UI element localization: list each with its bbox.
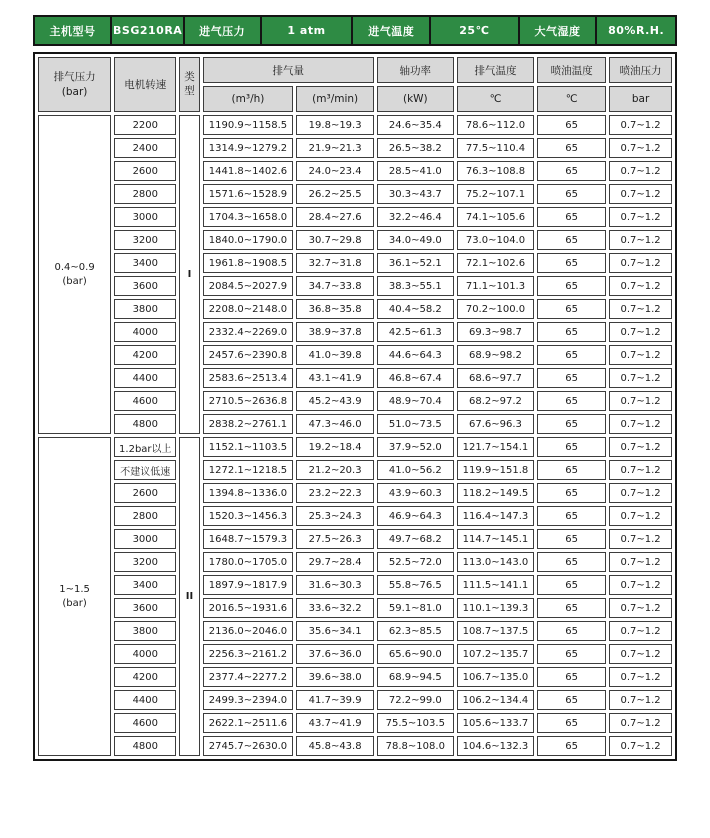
exhaust-temp-cell: 67.6~96.3 [457, 414, 534, 434]
oil-pressure-cell: 0.7~1.2 [609, 138, 672, 158]
flow-h-cell: 1441.8~1402.6 [203, 161, 294, 181]
oil-temp-cell: 65 [537, 253, 606, 273]
col-header-type-line2: 型 [184, 84, 195, 97]
spec-row [38, 184, 672, 204]
motor-speed-cell: 4400 [114, 690, 176, 710]
spec-row [38, 115, 672, 135]
spec-row [38, 713, 672, 733]
spec-row [38, 230, 672, 250]
spec-row [38, 437, 672, 457]
oil-temp-cell: 65 [537, 690, 606, 710]
pressure-range-value: 1~1.5 [59, 583, 90, 595]
oil-pressure-cell: 0.7~1.2 [609, 644, 672, 664]
power-cell: 68.9~94.5 [377, 667, 454, 687]
oil-pressure-cell: 0.7~1.2 [609, 368, 672, 388]
exhaust-temp-cell: 106.7~135.0 [457, 667, 534, 687]
oil-pressure-cell: 0.7~1.2 [609, 345, 672, 365]
exhaust-temp-cell: 68.2~97.2 [457, 391, 534, 411]
col-header-exhaust-pressure [38, 57, 111, 112]
exhaust-temp-cell: 104.6~132.3 [457, 736, 534, 756]
oil-temp-cell: 65 [537, 115, 606, 135]
col-header-exhaust-pressure-unit: (bar) [61, 85, 88, 98]
oil-pressure-cell: 0.7~1.2 [609, 598, 672, 618]
power-cell: 41.0~56.2 [377, 460, 454, 480]
flow-h-cell: 1190.9~1158.5 [203, 115, 294, 135]
oil-temp-cell: 65 [537, 161, 606, 181]
spec-row [38, 368, 672, 388]
motor-speed-cell: 4400 [114, 368, 176, 388]
oil-temp-cell: 65 [537, 299, 606, 319]
oil-pressure-cell: 0.7~1.2 [609, 529, 672, 549]
oil-temp-cell: 65 [537, 575, 606, 595]
motor-speed-cell: 4000 [114, 322, 176, 342]
power-cell: 62.3~85.5 [377, 621, 454, 641]
spec-row [38, 575, 672, 595]
exhaust-temp-cell: 107.2~135.7 [457, 644, 534, 664]
exhaust-temp-cell: 111.5~141.1 [457, 575, 534, 595]
exhaust-temp-cell: 114.7~145.1 [457, 529, 534, 549]
flow-min-cell: 43.1~41.9 [296, 368, 373, 388]
oil-pressure-cell: 0.7~1.2 [609, 115, 672, 135]
motor-speed-cell: 2400 [114, 138, 176, 158]
flow-min-cell: 47.3~46.0 [296, 414, 373, 434]
power-cell: 34.0~49.0 [377, 230, 454, 250]
flow-h-cell: 1272.1~1218.5 [203, 460, 294, 480]
col-header-shaft-power: 轴功率 [377, 57, 454, 83]
unit-exhaust-temp: ℃ [457, 86, 534, 112]
motor-speed-cell: 3200 [114, 230, 176, 250]
flow-min-cell: 33.6~32.2 [296, 598, 373, 618]
oil-pressure-cell: 0.7~1.2 [609, 322, 672, 342]
spec-row [38, 598, 672, 618]
top-header-table [33, 15, 677, 46]
oil-temp-cell: 65 [537, 598, 606, 618]
flow-h-cell: 2745.7~2630.0 [203, 736, 294, 756]
oil-temp-cell: 65 [537, 460, 606, 480]
oil-temp-cell: 65 [537, 184, 606, 204]
flow-h-cell: 2332.4~2269.0 [203, 322, 294, 342]
spec-row [38, 644, 672, 664]
flow-h-cell: 1394.8~1336.0 [203, 483, 294, 503]
flow-min-cell: 29.7~28.4 [296, 552, 373, 572]
exhaust-temp-cell: 110.1~139.3 [457, 598, 534, 618]
flow-min-cell: 34.7~33.8 [296, 276, 373, 296]
exhaust-temp-cell: 106.2~134.4 [457, 690, 534, 710]
exhaust-temp-cell: 116.4~147.3 [457, 506, 534, 526]
oil-pressure-cell: 0.7~1.2 [609, 276, 672, 296]
exhaust-temp-cell: 71.1~101.3 [457, 276, 534, 296]
motor-speed-cell: 3400 [114, 253, 176, 273]
unit-displacement-min: (m³/min) [296, 86, 373, 112]
oil-pressure-cell: 0.7~1.2 [609, 414, 672, 434]
exhaust-temp-cell: 113.0~143.0 [457, 552, 534, 572]
flow-h-cell: 1571.6~1528.9 [203, 184, 294, 204]
col-header-oil-temp: 喷油温度 [537, 57, 606, 83]
oil-pressure-cell: 0.7~1.2 [609, 713, 672, 733]
pressure-range-unit: (bar) [62, 275, 87, 287]
flow-h-cell: 2136.0~2046.0 [203, 621, 294, 641]
flow-min-cell: 36.8~35.8 [296, 299, 373, 319]
flow-h-cell: 2256.3~2161.2 [203, 644, 294, 664]
spec-row [38, 552, 672, 572]
power-cell: 26.5~38.2 [377, 138, 454, 158]
oil-temp-cell: 65 [537, 621, 606, 641]
flow-min-cell: 35.6~34.1 [296, 621, 373, 641]
oil-pressure-cell: 0.7~1.2 [609, 575, 672, 595]
spec-row [38, 667, 672, 687]
power-cell: 46.8~67.4 [377, 368, 454, 388]
spec-table-body [38, 115, 672, 756]
flow-min-cell: 41.7~39.9 [296, 690, 373, 710]
power-cell: 40.4~58.2 [377, 299, 454, 319]
oil-pressure-cell: 0.7~1.2 [609, 736, 672, 756]
exhaust-temp-cell: 70.2~100.0 [457, 299, 534, 319]
power-cell: 44.6~64.3 [377, 345, 454, 365]
oil-pressure-cell: 0.7~1.2 [609, 460, 672, 480]
flow-min-cell: 25.3~24.3 [296, 506, 373, 526]
oil-pressure-cell: 0.7~1.2 [609, 552, 672, 572]
flow-h-cell: 1961.8~1908.5 [203, 253, 294, 273]
oil-pressure-cell: 0.7~1.2 [609, 391, 672, 411]
motor-speed-cell: 3800 [114, 299, 176, 319]
oil-temp-cell: 65 [537, 529, 606, 549]
motor-speed-cell: 4600 [114, 391, 176, 411]
top-header-row [34, 16, 676, 45]
motor-speed-cell: 4600 [114, 713, 176, 733]
oil-temp-cell: 65 [537, 230, 606, 250]
flow-h-cell: 1314.9~1279.2 [203, 138, 294, 158]
motor-speed-cell: 2600 [114, 161, 176, 181]
flow-min-cell: 19.2~18.4 [296, 437, 373, 457]
oil-temp-cell: 65 [537, 414, 606, 434]
motor-speed-cell: 4800 [114, 414, 176, 434]
power-cell: 48.9~70.4 [377, 391, 454, 411]
col-header-oil-pressure: 喷油压力 [609, 57, 672, 83]
flow-h-cell: 2499.3~2394.0 [203, 690, 294, 710]
flow-h-cell: 1520.3~1456.3 [203, 506, 294, 526]
col-header-type-line1: 类 [184, 71, 195, 84]
intake-temp-label: 进气温度 [352, 16, 430, 45]
flow-h-cell: 2377.4~2277.2 [203, 667, 294, 687]
col-header-displacement: 排气量 [203, 57, 374, 83]
power-cell: 38.3~55.1 [377, 276, 454, 296]
flow-h-cell: 1780.0~1705.0 [203, 552, 294, 572]
oil-temp-cell: 65 [537, 138, 606, 158]
flow-h-cell: 2016.5~1931.6 [203, 598, 294, 618]
oil-temp-cell: 65 [537, 391, 606, 411]
spec-row [38, 138, 672, 158]
motor-speed-cell: 3200 [114, 552, 176, 572]
flow-min-cell: 21.9~21.3 [296, 138, 373, 158]
exhaust-temp-cell: 73.0~104.0 [457, 230, 534, 250]
pressure-range-unit: (bar) [62, 597, 87, 609]
motor-speed-cell: 1.2bar以上 [114, 437, 176, 457]
exhaust-temp-cell: 74.1~105.6 [457, 207, 534, 227]
flow-h-cell: 2622.1~2511.6 [203, 713, 294, 733]
unit-displacement-h: (m³/h) [203, 86, 294, 112]
pressure-range-cell [38, 115, 111, 434]
exhaust-temp-cell: 75.2~107.1 [457, 184, 534, 204]
oil-temp-cell: 65 [537, 368, 606, 388]
intake-temp-value: 25℃ [430, 16, 519, 45]
flow-min-cell: 45.8~43.8 [296, 736, 373, 756]
power-cell: 78.8~108.0 [377, 736, 454, 756]
oil-temp-cell: 65 [537, 437, 606, 457]
unit-oil-pressure: bar [609, 86, 672, 112]
flow-min-cell: 23.2~22.3 [296, 483, 373, 503]
motor-speed-cell: 3000 [114, 529, 176, 549]
motor-speed-cell: 2800 [114, 184, 176, 204]
exhaust-temp-cell: 105.6~133.7 [457, 713, 534, 733]
power-cell: 72.2~99.0 [377, 690, 454, 710]
pressure-range-value: 0.4~0.9 [54, 261, 95, 273]
motor-speed-cell: 4200 [114, 667, 176, 687]
oil-pressure-cell: 0.7~1.2 [609, 621, 672, 641]
power-cell: 37.9~52.0 [377, 437, 454, 457]
flow-min-cell: 27.5~26.3 [296, 529, 373, 549]
exhaust-temp-cell: 121.7~154.1 [457, 437, 534, 457]
spec-row [38, 483, 672, 503]
flow-h-cell: 2838.2~2761.1 [203, 414, 294, 434]
oil-temp-cell: 65 [537, 345, 606, 365]
spec-row [38, 253, 672, 273]
motor-speed-cell: 2800 [114, 506, 176, 526]
exhaust-temp-cell: 68.9~98.2 [457, 345, 534, 365]
spec-row [38, 736, 672, 756]
flow-min-cell: 38.9~37.8 [296, 322, 373, 342]
flow-min-cell: 19.8~19.3 [296, 115, 373, 135]
oil-temp-cell: 65 [537, 506, 606, 526]
unit-shaft-power: (kW) [377, 86, 454, 112]
motor-speed-cell: 4000 [114, 644, 176, 664]
power-cell: 42.5~61.3 [377, 322, 454, 342]
power-cell: 75.5~103.5 [377, 713, 454, 733]
motor-speed-cell: 3400 [114, 575, 176, 595]
power-cell: 65.6~90.0 [377, 644, 454, 664]
motor-speed-cell: 2600 [114, 483, 176, 503]
humidity-value: 80%R.H. [596, 16, 676, 45]
type-cell: II [179, 437, 199, 756]
pressure-range-cell [38, 437, 111, 756]
spec-row [38, 322, 672, 342]
motor-speed-cell: 不建议低速 [114, 460, 176, 480]
flow-min-cell: 26.2~25.5 [296, 184, 373, 204]
motor-speed-cell: 3800 [114, 621, 176, 641]
flow-min-cell: 30.7~29.8 [296, 230, 373, 250]
oil-pressure-cell: 0.7~1.2 [609, 253, 672, 273]
exhaust-temp-cell: 69.3~98.7 [457, 322, 534, 342]
oil-pressure-cell: 0.7~1.2 [609, 207, 672, 227]
flow-h-cell: 1840.0~1790.0 [203, 230, 294, 250]
oil-pressure-cell: 0.7~1.2 [609, 161, 672, 181]
oil-pressure-cell: 0.7~1.2 [609, 506, 672, 526]
oil-temp-cell: 65 [537, 483, 606, 503]
flow-min-cell: 41.0~39.8 [296, 345, 373, 365]
power-cell: 46.9~64.3 [377, 506, 454, 526]
flow-h-cell: 1704.3~1658.0 [203, 207, 294, 227]
spec-row [38, 345, 672, 365]
flow-h-cell: 2208.0~2148.0 [203, 299, 294, 319]
flow-h-cell: 1897.9~1817.9 [203, 575, 294, 595]
oil-pressure-cell: 0.7~1.2 [609, 437, 672, 457]
flow-min-cell: 28.4~27.6 [296, 207, 373, 227]
exhaust-temp-cell: 77.5~110.4 [457, 138, 534, 158]
flow-min-cell: 31.6~30.3 [296, 575, 373, 595]
exhaust-temp-cell: 72.1~102.6 [457, 253, 534, 273]
spec-row [38, 391, 672, 411]
exhaust-temp-cell: 108.7~137.5 [457, 621, 534, 641]
oil-pressure-cell: 0.7~1.2 [609, 299, 672, 319]
exhaust-temp-cell: 68.6~97.7 [457, 368, 534, 388]
oil-temp-cell: 65 [537, 207, 606, 227]
header-row-1 [38, 57, 672, 83]
exhaust-temp-cell: 119.9~151.8 [457, 460, 534, 480]
motor-speed-cell: 4200 [114, 345, 176, 365]
flow-h-cell: 2710.5~2636.8 [203, 391, 294, 411]
spec-row [38, 529, 672, 549]
exhaust-temp-cell: 118.2~149.5 [457, 483, 534, 503]
oil-temp-cell: 65 [537, 322, 606, 342]
exhaust-temp-cell: 76.3~108.8 [457, 161, 534, 181]
spec-row [38, 161, 672, 181]
col-header-exhaust-pressure-label: 排气压力 [53, 70, 96, 83]
motor-speed-cell: 3600 [114, 276, 176, 296]
unit-oil-temp: ℃ [537, 86, 606, 112]
flow-min-cell: 32.7~31.8 [296, 253, 373, 273]
exhaust-temp-cell: 78.6~112.0 [457, 115, 534, 135]
motor-speed-cell: 3000 [114, 207, 176, 227]
power-cell: 36.1~52.1 [377, 253, 454, 273]
flow-h-cell: 1648.7~1579.3 [203, 529, 294, 549]
oil-temp-cell: 65 [537, 713, 606, 733]
intake-pressure-value: 1 atm [261, 16, 353, 45]
flow-h-cell: 1152.1~1103.5 [203, 437, 294, 457]
spec-row [38, 621, 672, 641]
spec-table [33, 52, 677, 761]
power-cell: 28.5~41.0 [377, 161, 454, 181]
flow-min-cell: 21.2~20.3 [296, 460, 373, 480]
oil-pressure-cell: 0.7~1.2 [609, 667, 672, 687]
oil-temp-cell: 65 [537, 667, 606, 687]
flow-min-cell: 39.6~38.0 [296, 667, 373, 687]
col-header-type [179, 57, 199, 112]
model-label: 主机型号 [34, 16, 111, 45]
oil-temp-cell: 65 [537, 736, 606, 756]
flow-h-cell: 2084.5~2027.9 [203, 276, 294, 296]
flow-min-cell: 37.6~36.0 [296, 644, 373, 664]
power-cell: 49.7~68.2 [377, 529, 454, 549]
power-cell: 59.1~81.0 [377, 598, 454, 618]
oil-pressure-cell: 0.7~1.2 [609, 184, 672, 204]
power-cell: 55.8~76.5 [377, 575, 454, 595]
spec-row [38, 414, 672, 434]
oil-temp-cell: 65 [537, 276, 606, 296]
motor-speed-cell: 2200 [114, 115, 176, 135]
flow-h-cell: 2457.6~2390.8 [203, 345, 294, 365]
power-cell: 51.0~73.5 [377, 414, 454, 434]
col-header-exhaust-temp: 排气温度 [457, 57, 534, 83]
flow-min-cell: 24.0~23.4 [296, 161, 373, 181]
spec-row [38, 506, 672, 526]
power-cell: 43.9~60.3 [377, 483, 454, 503]
spec-row [38, 690, 672, 710]
oil-pressure-cell: 0.7~1.2 [609, 690, 672, 710]
model-value: BSG210RA [111, 16, 184, 45]
spec-table-header [38, 57, 672, 112]
motor-speed-cell: 4800 [114, 736, 176, 756]
flow-min-cell: 45.2~43.9 [296, 391, 373, 411]
power-cell: 30.3~43.7 [377, 184, 454, 204]
spec-row [38, 299, 672, 319]
oil-pressure-cell: 0.7~1.2 [609, 483, 672, 503]
oil-temp-cell: 65 [537, 644, 606, 664]
motor-speed-cell: 3600 [114, 598, 176, 618]
power-cell: 52.5~72.0 [377, 552, 454, 572]
col-header-motor-speed: 电机转速 [114, 57, 176, 112]
oil-pressure-cell: 0.7~1.2 [609, 230, 672, 250]
spec-row [38, 207, 672, 227]
type-cell: I [179, 115, 199, 434]
oil-temp-cell: 65 [537, 552, 606, 572]
flow-min-cell: 43.7~41.9 [296, 713, 373, 733]
flow-h-cell: 2583.6~2513.4 [203, 368, 294, 388]
power-cell: 32.2~46.4 [377, 207, 454, 227]
humidity-label: 大气湿度 [519, 16, 597, 45]
power-cell: 24.6~35.4 [377, 115, 454, 135]
intake-pressure-label: 进气压力 [184, 16, 261, 45]
spec-row [38, 460, 672, 480]
spec-row [38, 276, 672, 296]
